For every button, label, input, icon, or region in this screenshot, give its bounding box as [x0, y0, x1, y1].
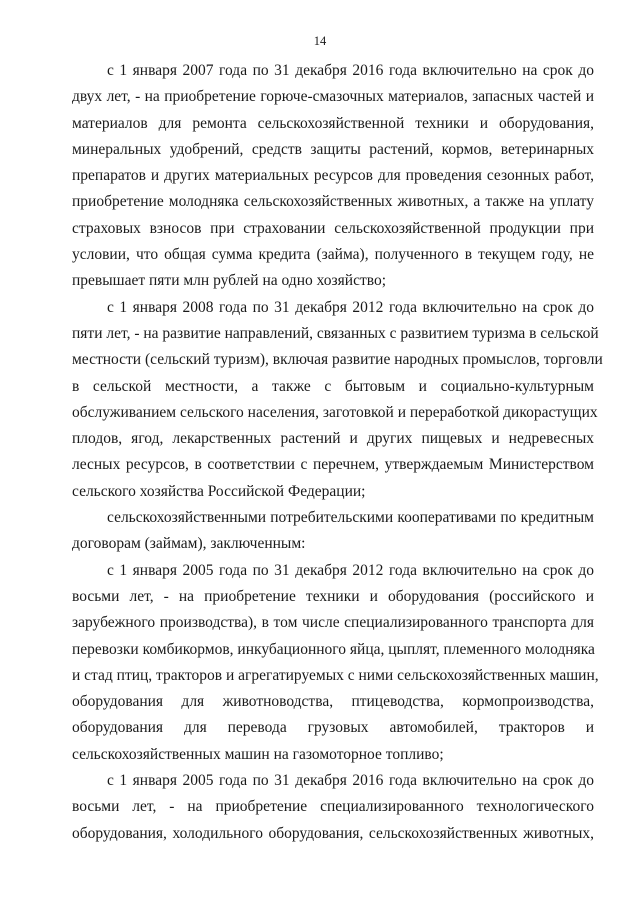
- text-line: и стад птиц, тракторов и агрегатируемых с ними сельскохозяйственных машин,: [72, 666, 599, 684]
- text-line: восьми лет, - на приобретение специализированного технологического: [72, 798, 594, 816]
- text-line: с 1 января 2005 года по 31 декабря 2016 года включительно на срок до: [107, 772, 594, 790]
- paragraph-4: [72, 558, 599, 768]
- page-number: 14: [313, 34, 327, 48]
- text-line: договорам (займам), заключенным:: [72, 535, 306, 553]
- text-line: минеральных удобрений, средств защиты растений, кормов, ветеринарных: [72, 140, 594, 158]
- text-line: перевозки комбикормов, инкубационного яйца, цыплят, племенного молодняка: [72, 640, 595, 658]
- text-line: в сельской местности, а также с бытовым и социально-культурным: [72, 377, 594, 395]
- text-line: приобретение молодняка сельскохозяйственных животных, а также на уплату: [72, 193, 594, 211]
- text-line: с 1 января 2005 года по 31 декабря 2012 года включительно на срок до: [107, 561, 594, 579]
- document-body: [72, 58, 603, 847]
- text-line: препаратов и других материальных ресурсов для проведения сезонных работ,: [72, 167, 594, 185]
- text-line: с 1 января 2007 года по 31 декабря 2016 года включительно на срок до: [107, 62, 594, 79]
- text-line: страховых взносов при страховании сельскохозяйственной продукции при: [72, 219, 594, 237]
- text-line: сельскохозяйственными потребительскими кооперативами по кредитным: [107, 509, 594, 527]
- text-line: пяти лет, - на развитие направлений, связанных с развитием туризма в сельской: [72, 324, 599, 342]
- text-line: оборудования для животноводства, птицеводства, кормопроизводства,: [72, 693, 594, 711]
- text-line: двух лет, - на приобретение горюче-смазочных материалов, запасных частей и: [72, 88, 594, 106]
- text-line: местности (сельский туризм), включая развитие народных промыслов, торговли: [72, 351, 603, 369]
- text-line: сельского хозяйства Российской Федерации;: [72, 482, 366, 500]
- paragraph-5: [72, 768, 594, 847]
- text-line: с 1 января 2008 года по 31 декабря 2012 года включительно на срок до: [107, 298, 594, 316]
- paragraph-3: [72, 505, 594, 558]
- text-line: оборудования, холодильного оборудования, сельскохозяйственных животных,: [72, 824, 594, 842]
- paragraph-1: [72, 58, 594, 295]
- text-line: условии, что общая сумма кредита (займа), полученного в текущем году, не: [72, 246, 594, 264]
- text-line: зарубежного производства), в том числе специализированного транспорта для: [72, 614, 594, 632]
- text-line: сельскохозяйственных машин на газомоторное топливо;: [72, 745, 444, 763]
- text-line: оборудования для перевода грузовых автомобилей, тракторов и: [72, 719, 594, 737]
- text-line: восьми лет, - на приобретение техники и оборудования (российского и: [72, 587, 594, 605]
- text-line: материалов для ремонта сельскохозяйственной техники и оборудования,: [72, 114, 594, 132]
- text-line: превышает пяти млн рублей на одно хозяйство;: [72, 272, 386, 290]
- text-line: обслуживанием сельского населения, заготовкой и переработкой дикорастущих: [72, 403, 598, 421]
- text-line: лесных ресурсов, в соответствии с перечнем, утверждаемым Министерством: [72, 456, 594, 474]
- paragraph-2: [72, 295, 603, 505]
- text-line: плодов, ягод, лекарственных растений и других пищевых и недревесных: [72, 430, 594, 448]
